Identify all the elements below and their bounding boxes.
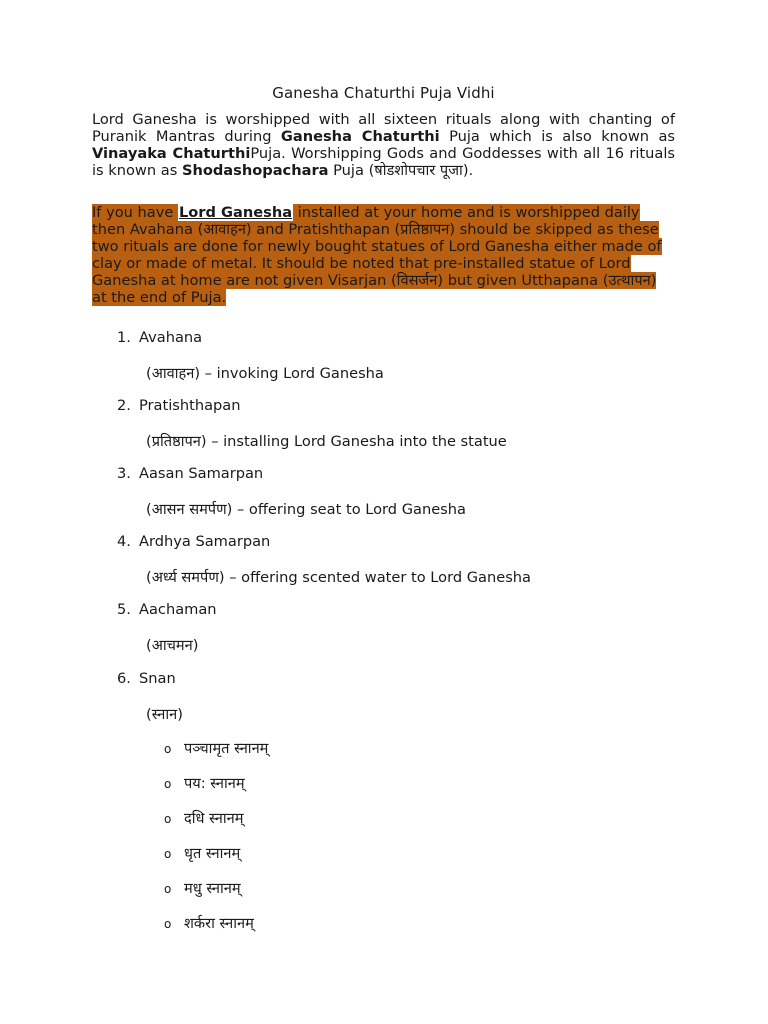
intro-text-3: Puja. Worshipping Gods and Goddesses with all 16 rituals is known as <box>92 145 676 179</box>
bullet-circle-icon: o <box>164 777 172 791</box>
sub-item-text: शर्करा स्नानम् <box>184 915 254 932</box>
lord-ganesha-link[interactable]: Lord Ganesha <box>178 204 293 221</box>
step-number: 4. <box>117 533 131 550</box>
step-name: Aachaman <box>139 601 217 618</box>
snan-sub-item <box>164 913 254 933</box>
snan-sub-item <box>164 773 245 793</box>
sub-item-text: मधु स्नानम् <box>184 880 241 897</box>
step-name: Aasan Samarpan <box>139 465 264 482</box>
step-name: Avahana <box>139 329 203 346</box>
step-description: (आसन समर्पण) – offering seat to Lord Ganesha <box>146 501 466 518</box>
step-description: (प्रतिष्ठापन) – installing Lord Ganesha into the statue <box>146 433 507 450</box>
ritual-steps-list <box>92 0 675 1024</box>
snan-sub-item <box>164 738 268 758</box>
sub-item-text: दधि स्नानम् <box>184 810 244 827</box>
step-name: Ardhya Samarpan <box>139 533 271 550</box>
step-description: (आवाहन) – invoking Lord Ganesha <box>146 365 384 382</box>
intro-text-1: Lord Ganesha is worshipped with all sixteen rituals along with chanting of Puranik Mantras during <box>92 111 675 145</box>
page-title: Ganesha Chaturthi Puja Vidhi <box>272 84 495 102</box>
intro-text-4: Puja (षोडशोपचार पूजा). <box>328 162 474 179</box>
sub-item-text: धृत स्नानम् <box>184 845 241 862</box>
snan-sub-item <box>164 808 243 828</box>
sub-item-text: पञ्चामृत स्नानम् <box>184 740 269 757</box>
step-name: Pratishthapan <box>139 397 241 414</box>
step-number: 2. <box>117 397 131 414</box>
step-name: Snan <box>139 670 176 687</box>
bullet-circle-icon: o <box>164 812 172 826</box>
intro-bold-ganesha-chaturthi: Ganesha Chaturthi <box>280 128 440 145</box>
snan-sub-item <box>164 878 241 898</box>
step-description: (अर्ध्य समर्पण) – offering scented water to Lord Ganesha <box>146 569 531 586</box>
sub-item-text: पय: स्नानम् <box>184 775 245 792</box>
intro-bold-shodashopachara: Shodashopachara <box>181 162 329 179</box>
intro-text-2: Puja which is also known as <box>439 128 676 145</box>
step-description: (स्नान) <box>146 706 183 723</box>
step-number: 3. <box>117 465 131 482</box>
highlight-text-1: If you have <box>92 204 178 221</box>
bullet-circle-icon: o <box>164 847 172 861</box>
intro-bold-vinayaka-chaturthi: Vinayaka Chaturthi <box>92 145 251 162</box>
step-description: (आचमन) <box>146 637 199 654</box>
step-number: 5. <box>117 601 131 618</box>
step-number: 6. <box>117 670 131 687</box>
bullet-circle-icon: o <box>164 917 172 931</box>
snan-sub-item <box>164 843 240 863</box>
bullet-circle-icon: o <box>164 742 172 756</box>
bullet-circle-icon: o <box>164 882 172 896</box>
highlight-text-2: installed at your home and is worshipped daily then Avahana (आवाहन) and Pratishthapan (प्रतिष्ठापन) should be skipped as these two rituals are done for newly bought statues of Lord Ganesha either made of clay or made of metal. It should be noted that pre-installed statue of Lord Ganesha at home are not given Visarjan (विसर्जन) but given Utthapana (उत्थापन) at the end of Puja. <box>92 204 662 306</box>
step-number: 1. <box>117 329 131 346</box>
